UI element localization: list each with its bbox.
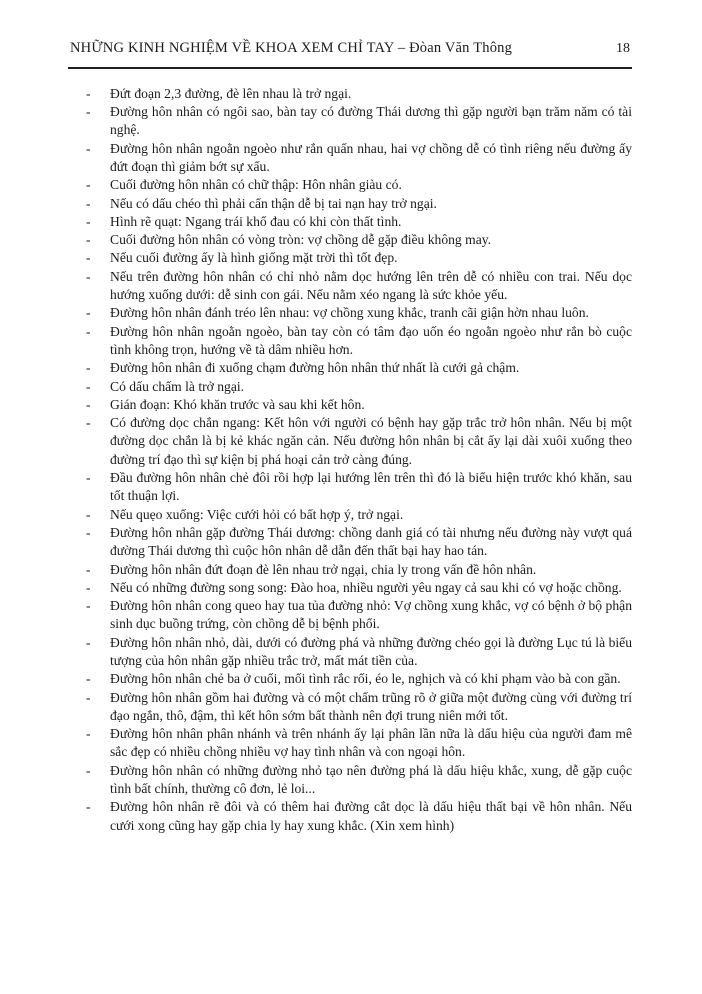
list-item [68, 249, 632, 267]
list-item-text: Nếu quẹo xuống: Việc cưới hỏi có bất hợp ý, trở ngại. [110, 506, 404, 522]
dash-bullet: - [86, 177, 91, 193]
dash-bullet: - [86, 268, 91, 284]
list-item-text: Nếu có dấu chéo thì phải cẩn thận dễ bị tai nạn hay trở ngại. [110, 195, 437, 211]
list-item [68, 762, 632, 799]
dash-bullet: - [86, 799, 91, 815]
list-item-text: Đường hôn nhân rẽ đôi và có thêm hai đường cắt dọc là dấu hiệu thất bại về hôn nhân. Nếu cưới xong cũng hay gặp chia ly hay xung khắc. (Xin xem hình) [110, 799, 632, 833]
list-item [68, 231, 632, 249]
list-item [68, 524, 632, 561]
dash-bullet: - [86, 195, 91, 211]
list-item [68, 506, 632, 524]
list-item-text: Đường hôn nhân gồm hai đường và có một chấm trũng rõ ở giữa một đường cùng với đường trí đạo ngắn, thô, đậm, thì kết hôn sớm bất thành nên đợi trung niên mới tốt. [110, 689, 632, 723]
list-item-text: Đường hôn nhân ngoằn ngoèo như rắn quấn nhau, hai vợ chồng dễ có tình riêng nếu đường ấy đứt đoạn thì giảm bớt sự xấu. [110, 140, 632, 174]
list-item-text: Đầu đường hôn nhân chẻ đôi rồi hợp lại hướng lên trên thì đó là biểu hiện trước khó khăn, sau tốt thuận lợi. [110, 470, 632, 504]
list-item-text: Nếu có những đường song song: Đào hoa, nhiều người yêu ngay cả sau khi có vợ hoặc chồng. [110, 579, 622, 595]
list-item-text: Đường hôn nhân cong queo hay tua tủa đường nhỏ: Vợ chồng xung khắc, vợ có bệnh ở bộ phận sinh dục buồng trứng, còn chồng dễ bị bệnh phổi. [110, 598, 632, 632]
list-item [68, 323, 632, 360]
dash-bullet: - [86, 305, 91, 321]
list-item [68, 725, 632, 762]
dash-bullet: - [86, 470, 91, 486]
list-item [68, 414, 632, 469]
list-item [68, 140, 632, 177]
list-item-text: Nếu cuối đường ấy là hình giống mặt trời thì tốt đẹp. [110, 250, 398, 266]
list-item-text: Đường hôn nhân ngoằn ngoèo, bàn tay còn có tâm đạo uốn éo ngoằn ngoèo như rắn bò cuộc tình không trọn, hướng về tà dâm nhiều hơn. [110, 323, 632, 357]
dash-bullet: - [86, 762, 91, 778]
page-header [68, 40, 632, 67]
dash-bullet: - [86, 506, 91, 522]
list-item [68, 85, 632, 103]
list-item [68, 634, 632, 671]
list-item-text: Đứt đoạn 2,3 đường, đè lên nhau là trở ngại. [110, 85, 352, 101]
bullet-list [68, 85, 632, 835]
list-item [68, 670, 632, 688]
list-item-text: Đường hôn nhân nhỏ, dài, dưới có đường phá và những đường chéo gọi là đường Lục tú là biểu tượng của hôn nhân gặp nhiều trắc trở, mất mát tiền của. [110, 634, 632, 668]
dash-bullet: - [86, 104, 91, 120]
list-item-text: Đường hôn nhân chẻ ba ở cuối, mối tình rắc rối, éo le, nghịch và có khi phạm vào bà con gần. [110, 671, 621, 687]
list-item [68, 579, 632, 597]
dash-bullet: - [86, 634, 91, 650]
page-number: 18 [616, 41, 630, 56]
list-item [68, 195, 632, 213]
list-item [68, 597, 632, 634]
list-item [68, 176, 632, 194]
list-item-text: Có đường dọc chắn ngang: Kết hôn với người có bệnh hay gặp trắc trở hôn nhân. Nếu bị một đường dọc chắn là bị kẻ khác ngăn cản. Nếu đường hôn nhân bị cắt ấy lại dài xuôi xuống theo đường trí đạo thì sự kiện bị phá hoại cản trở càng đúng. [110, 415, 632, 467]
list-item-text: Đường hôn nhân có những đường nhỏ tạo nên đường phá là dấu hiệu khắc, xung, dễ gặp cuộc tình bất chính, thường cô đơn, lẻ loi... [110, 762, 632, 797]
list-item-text: Cuối đường hôn nhân có chữ thập: Hôn nhân giàu có. [110, 177, 402, 193]
list-item [68, 213, 632, 231]
dash-bullet: - [86, 415, 91, 431]
list-item [68, 304, 632, 322]
dash-bullet: - [86, 85, 91, 101]
dash-bullet: - [86, 689, 91, 705]
list-item-text: Đường hôn nhân đánh tréo lên nhau: vợ chồng xung khắc, tranh cãi giận hờn nhau luôn. [110, 305, 589, 321]
list-item [68, 689, 632, 726]
list-item-text: Cuối đường hôn nhân có vòng tròn: vợ chồng dễ gặp điều không may. [110, 232, 492, 248]
list-item-text: Có dấu chấm là trở ngại. [110, 378, 245, 394]
list-item [68, 268, 632, 305]
dash-bullet: - [86, 250, 91, 266]
list-item [68, 378, 632, 396]
list-item-text: Đường hôn nhân có ngôi sao, bàn tay có đường Thái dương thì gặp người bạn trăm năm có tài nghệ. [110, 104, 632, 138]
dash-bullet: - [86, 378, 91, 394]
list-item-text: Đường hôn nhân gặp đường Thái dương: chồng danh giá có tài nhưng nếu đường này vượt quá đường Thái dương thì cuộc hôn nhân dễ dẫn đến thất bại hay hao tán. [110, 524, 632, 559]
dash-bullet: - [86, 140, 91, 156]
list-item-text: Đường hôn nhân đi xuống chạm đường hôn nhân thứ nhất là cưới gả chậm. [110, 360, 520, 376]
list-item-text: Nếu trên đường hôn nhân có chỉ nhỏ nằm dọc hướng lên trên dễ có nhiều con trai. Nếu dọc hướng xuống dưới: dễ sinh con gái. Nếu nằm xéo ngang là sức khỏe yếu. [110, 268, 632, 303]
dash-bullet: - [86, 323, 91, 339]
dash-bullet: - [86, 213, 91, 229]
list-item [68, 561, 632, 579]
dash-bullet: - [86, 232, 91, 248]
list-item-text: Gián đoạn: Khó khăn trước và sau khi kết hôn. [110, 396, 365, 412]
header-rule [68, 67, 632, 69]
list-item [68, 396, 632, 414]
list-item-text: Đường hôn nhân phân nhánh và trên nhánh ấy lại phân lần nữa là dấu hiệu của người đam mê sắc đẹp có nhiều chồng nhiều vợ hay tình nhân và con ngoại hôn. [110, 726, 632, 760]
list-item [68, 469, 632, 506]
header-title: NHỮNG KINH NGHIỆM VỀ KHOA XEM CHỈ TAY – Đòan Văn Thông [70, 40, 513, 56]
dash-bullet: - [86, 598, 91, 614]
list-item [68, 359, 632, 377]
dash-bullet: - [86, 396, 91, 412]
list-item [68, 798, 632, 835]
dash-bullet: - [86, 579, 91, 595]
list-item [68, 103, 632, 140]
dash-bullet: - [86, 561, 91, 577]
dash-bullet: - [86, 360, 91, 376]
dash-bullet: - [86, 524, 91, 540]
list-item-text: Hình rẽ quạt: Ngang trái khổ đau có khi còn thất tình. [110, 213, 402, 229]
dash-bullet: - [86, 726, 91, 742]
dash-bullet: - [86, 671, 91, 687]
list-item-text: Đường hôn nhân đứt đoạn đè lên nhau trở ngại, chia ly trong vấn đề hôn nhân. [110, 561, 537, 577]
